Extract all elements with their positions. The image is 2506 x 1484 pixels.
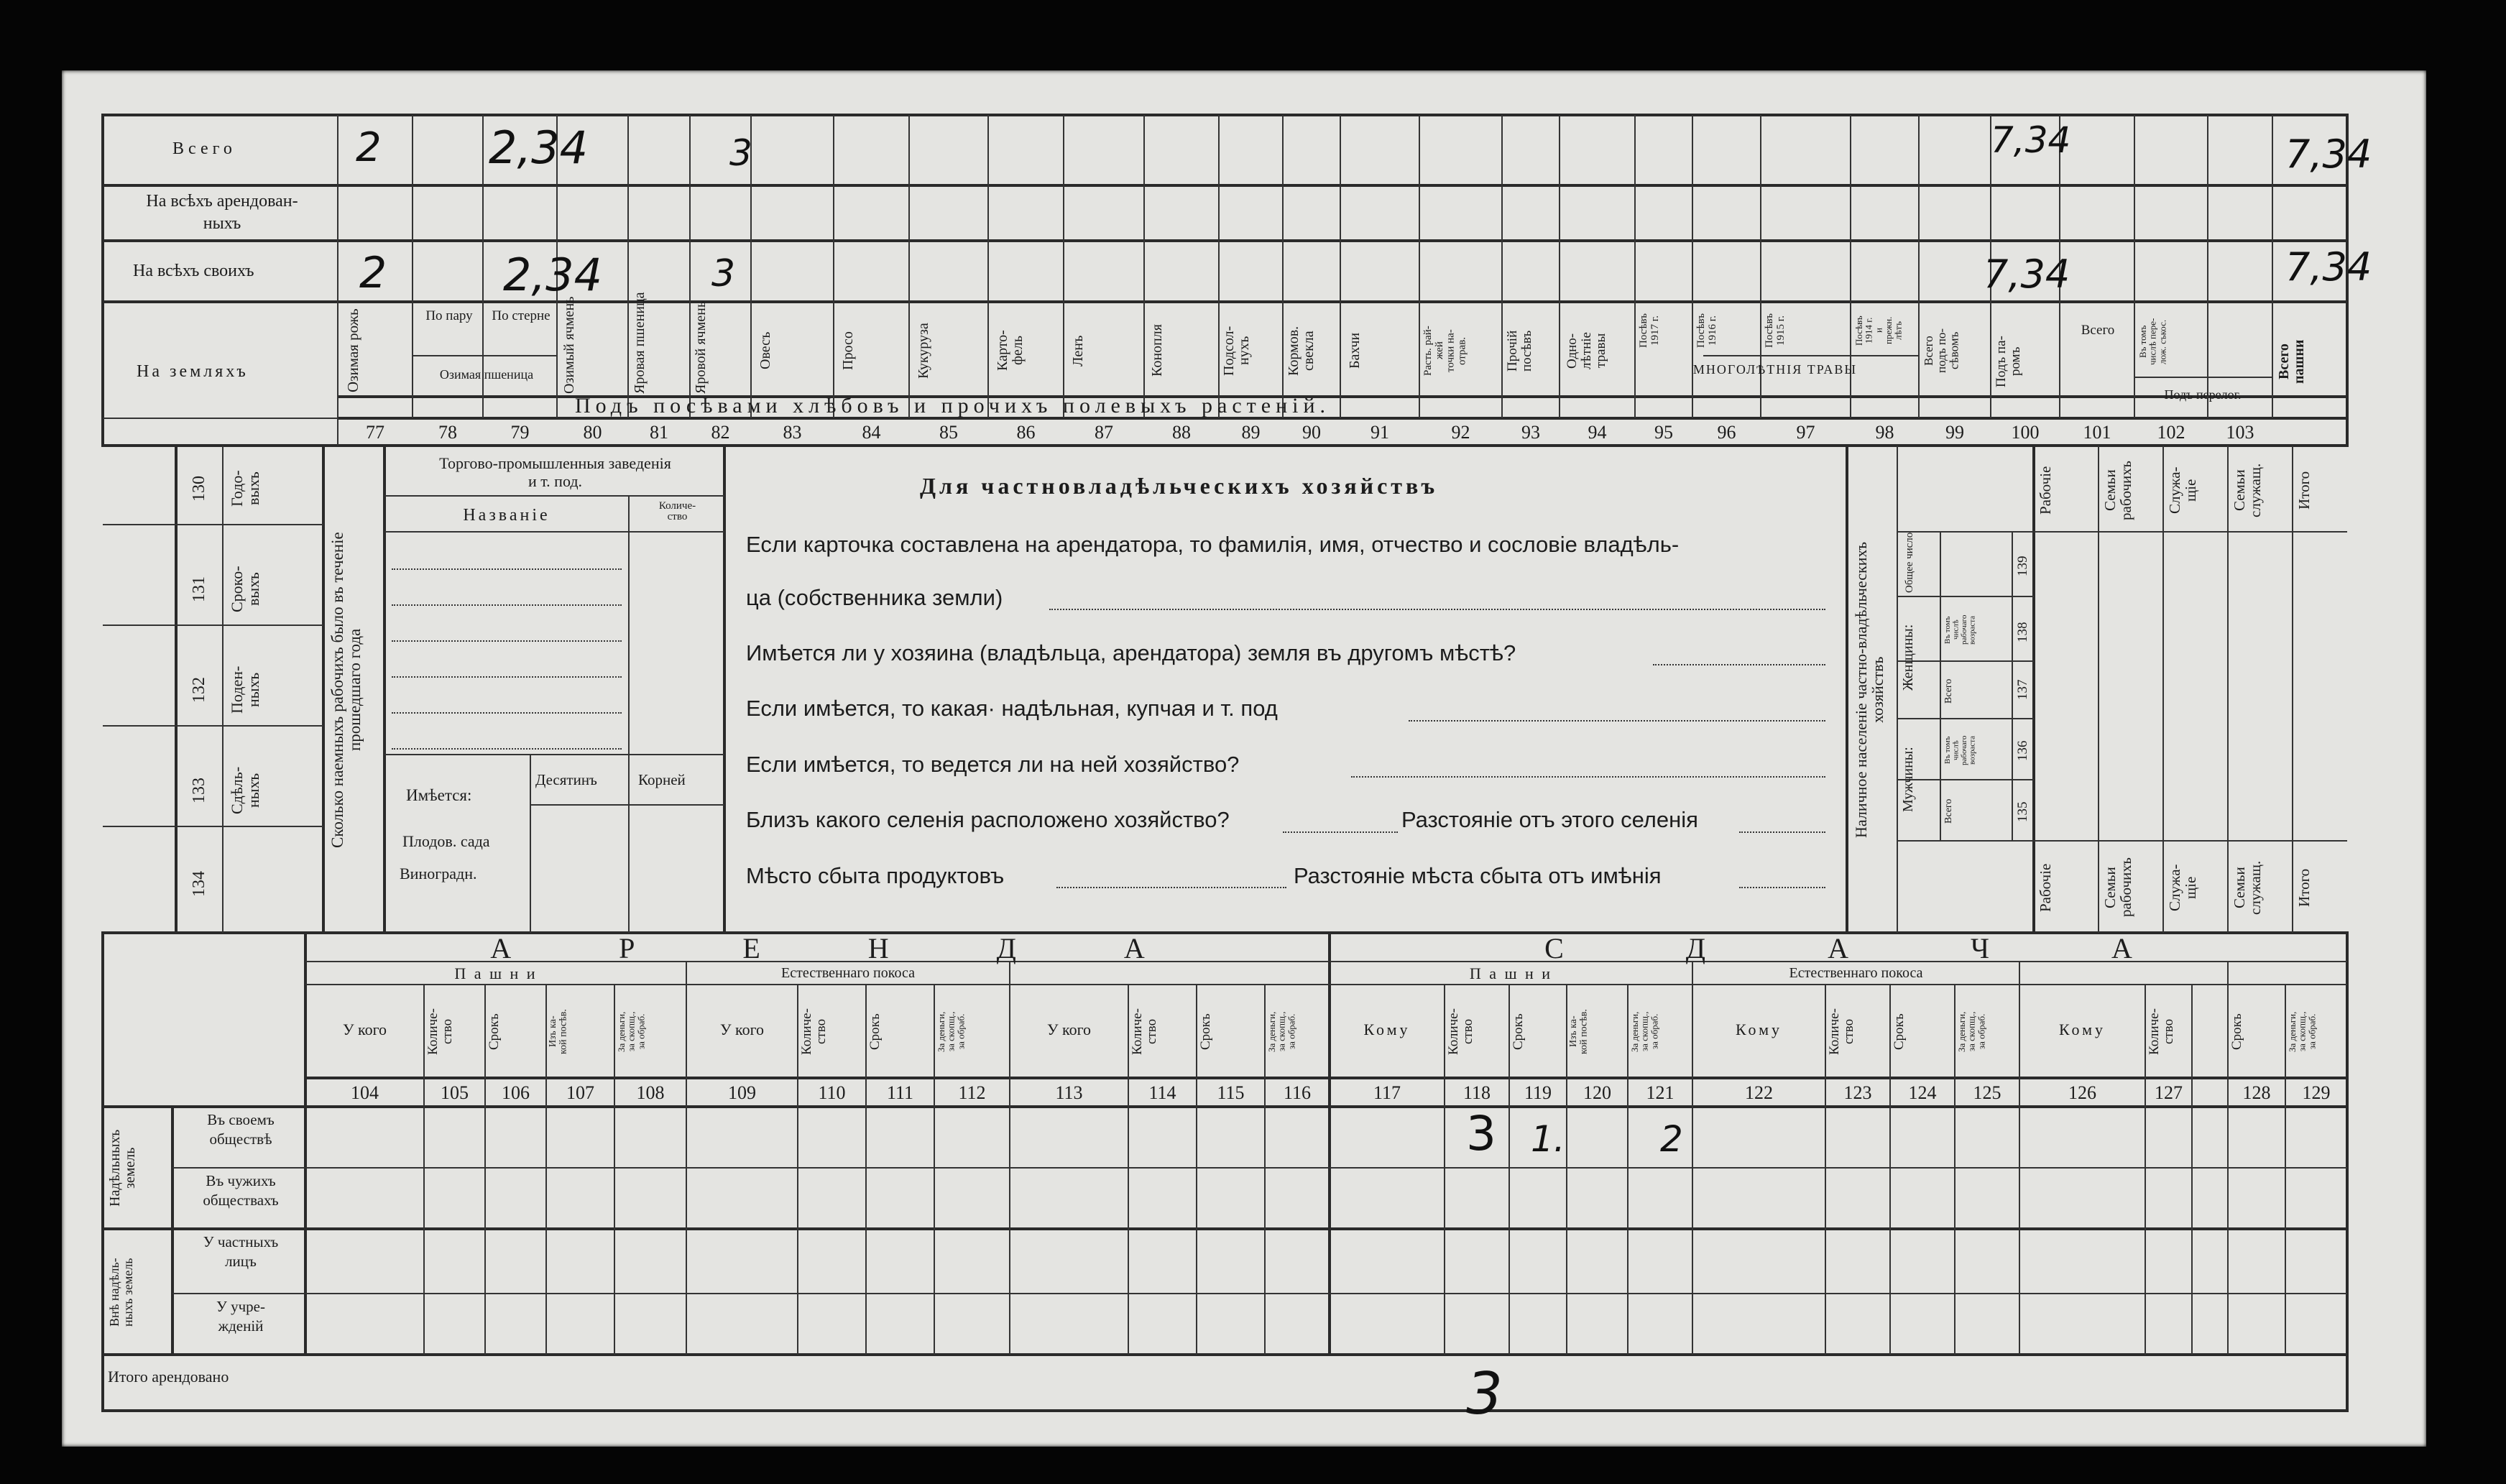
col-number: 105 — [441, 1082, 469, 1103]
population-zhen-rabochego: Въ томъ числѣ рабочаго возраста — [1943, 614, 1977, 645]
col-number: 128 — [2242, 1082, 2271, 1103]
population-muzh: Мужчины: — [1900, 747, 1916, 813]
col-number: 120 — [1583, 1082, 1611, 1103]
vinograd-label: Виноградн. — [400, 865, 477, 882]
col-header: За деньги, за скопщ., за обраб. — [1956, 1011, 1987, 1052]
col-header: Кормов. свекла — [1286, 326, 1317, 376]
col-number: 93 — [1521, 422, 1540, 443]
trade-title: Торгово-промышленныя заведенія и т. под. — [439, 454, 671, 491]
handwritten-value: 3 — [729, 132, 752, 174]
population-zhen: Женщины: — [1900, 624, 1916, 691]
sad-label: Плодов. сада — [402, 832, 490, 850]
right-header: Рабочіе — [2037, 466, 2054, 515]
col-number: 121 — [1646, 1082, 1674, 1103]
arenda-title: А Р Е Н Д А — [490, 932, 1145, 964]
right-header: Служа- щіе — [2166, 864, 2200, 911]
col-number: 96 — [1717, 422, 1736, 443]
col-header: Озимый ячмень — [561, 296, 577, 394]
col-number: 91 — [1371, 422, 1389, 443]
row-number: 133 — [190, 778, 208, 803]
handwritten-value: 3 — [1466, 1106, 1496, 1161]
col-header: Срокъ — [1511, 1013, 1526, 1050]
trade-entry-line[interactable] — [392, 535, 622, 570]
label-godovyh: Годо- выхъ — [228, 470, 263, 507]
korney-col: Корней — [638, 771, 686, 788]
right-header: Итого — [2295, 868, 2313, 907]
private-line: Близъ какого селенія расположено хозяйство? — [746, 807, 1230, 832]
private-answer-line[interactable] — [1056, 885, 1286, 888]
row-label: Въ своемъ обществѣ — [207, 1111, 275, 1148]
private-answer-line[interactable] — [1351, 775, 1825, 778]
right-header: Рабочіе — [2037, 863, 2054, 912]
trade-qty-col: Количе- ство — [658, 500, 696, 522]
private-answer-line[interactable] — [1283, 830, 1398, 833]
col-number: 95 — [1654, 422, 1673, 443]
col-number: 94 — [1588, 422, 1607, 443]
label-naemnye-rabochie: Сколько наемныхъ рабочихъ было въ теченіе прошедшаго года — [328, 532, 364, 848]
population-muzh-vsego: Всего — [1943, 798, 1954, 824]
group-nadelnyh: Надѣльныхъ земель — [107, 1129, 138, 1207]
col-header: Кому — [2058, 1020, 2106, 1038]
col-number: 99 — [1945, 422, 1964, 443]
col-number: 98 — [1875, 422, 1894, 443]
col-header: Подсол- нухъ — [1221, 326, 1252, 376]
handwritten-value: 2 — [1660, 1118, 1683, 1160]
private-line: Разстояніе отъ этого селенія — [1401, 807, 1698, 832]
population-num: 135 — [2015, 801, 2030, 823]
private-answer-line[interactable] — [1653, 663, 1825, 665]
row-label-svoih: На всѣхъ своихъ — [133, 262, 254, 280]
col-number: 127 — [2155, 1082, 2183, 1103]
col-number: 125 — [1973, 1082, 2001, 1103]
row-label: У учре- жденій — [216, 1298, 265, 1335]
handwritten-value: 3 — [1466, 1360, 1503, 1427]
row-label-vsego: Всего — [172, 139, 236, 158]
handwritten-value: 2,34 — [489, 121, 589, 174]
population-zhen-vsego: Всего — [1943, 678, 1954, 704]
col-number: 123 — [1843, 1082, 1872, 1103]
col-header: Посѣвъ 1914 г. и прежн. лѣтъ — [1853, 315, 1904, 346]
label-podennyh: Поден- ныхъ — [228, 665, 263, 714]
col-header: У кого — [342, 1020, 387, 1038]
col-header: Изъ ка- кой посѣв. — [548, 1009, 569, 1054]
col-header: Просо — [840, 331, 856, 370]
col-number: 92 — [1451, 422, 1470, 443]
col-header: Срокъ — [487, 1013, 502, 1050]
private-title: Для частновладѣльческихъ хозяйствъ — [920, 473, 1439, 499]
pashni-header: П а ш н и — [1469, 964, 1553, 982]
right-header: Служа- щіе — [2166, 466, 2200, 515]
col-number: 118 — [1462, 1082, 1491, 1103]
col-number: 97 — [1796, 422, 1815, 443]
col-number: 117 — [1373, 1082, 1401, 1103]
col-number: 126 — [2068, 1082, 2096, 1103]
col-number: 129 — [2302, 1082, 2331, 1103]
col-header: Кукуруза — [916, 323, 931, 379]
col-header: Посѣвъ 1916 г. — [1695, 313, 1718, 348]
col-header: Ленъ — [1070, 335, 1086, 367]
handwritten-value: 1. — [1531, 1118, 1565, 1160]
col-number: 81 — [650, 422, 668, 443]
col-number: 100 — [2011, 422, 2040, 443]
col-number: 104 — [351, 1082, 379, 1103]
col-header: Кому — [1363, 1020, 1411, 1038]
col-header: Одно- лѣтніе травы — [1565, 332, 1608, 369]
col-number: 113 — [1055, 1082, 1083, 1103]
col-header: Всего пашни — [2276, 339, 2307, 384]
col-header: Бахчи — [1347, 332, 1363, 369]
col-number: 114 — [1148, 1082, 1176, 1103]
trade-name-col: Названіе — [463, 506, 551, 525]
trade-entry-line[interactable] — [392, 571, 622, 606]
handwritten-value: 7,34 — [2285, 244, 2372, 290]
label-sdelnyh: Сдѣль- ныхъ — [228, 766, 263, 815]
col-header: Овесъ — [757, 331, 773, 370]
col-number: 124 — [1908, 1082, 1937, 1103]
col-header: За деньги, за скопщ., за обраб. — [1266, 1011, 1297, 1052]
sdacha-title: С Д А Ч А — [1544, 932, 2132, 964]
col-header: Въ томъ числѣ пере- лож. съкос. — [2137, 318, 2168, 366]
col-header: За деньги, за скопщ., за обраб. — [1629, 1011, 1660, 1052]
col-header: Количе- ство — [2147, 1008, 2176, 1055]
private-answer-line[interactable] — [1409, 719, 1825, 722]
col-number: 112 — [958, 1082, 986, 1103]
col-header: У кого — [719, 1020, 765, 1038]
private-answer-line[interactable] — [1739, 830, 1825, 833]
col-header: Расть. рай- жей точки на- отрав. — [1422, 326, 1468, 376]
subheader-ozimaya-pshenitsa: Озимая пшеница — [439, 367, 534, 382]
col-header: Подъ па- ромъ — [1994, 336, 2023, 387]
col-header: Конопля — [1149, 324, 1165, 377]
col-header: За деньги, за скопщ., за обраб. — [936, 1011, 967, 1052]
row-label: Въ чужихъ обществахъ — [203, 1172, 279, 1209]
col-header: Количе- ство — [1827, 1008, 1856, 1055]
col-header: Прочій посѣвъ — [1505, 330, 1534, 372]
private-line: Если имѣется, то какая· надѣльная, купчая и т. под — [746, 696, 1278, 721]
col-header: Посѣвъ 1915 г. — [1764, 313, 1787, 348]
col-header: Всего подъ по- сѣвомъ — [1922, 328, 1961, 374]
col-number: 107 — [566, 1082, 594, 1103]
col-number: 110 — [818, 1082, 846, 1103]
private-line: ца (собственника земли) — [746, 585, 1003, 610]
banner-posevy: Подъ посѣвами хлѣбовъ и прочихъ полевыхъ растеній. — [575, 394, 1331, 418]
population-side-label: Наличное населеніе частно-владѣльческихъ хозяйствъ — [1852, 542, 1887, 838]
col-number: 116 — [1283, 1082, 1312, 1103]
col-number: 84 — [862, 422, 881, 443]
col-number: 122 — [1745, 1082, 1773, 1103]
col-header: По стерне — [492, 308, 551, 323]
handwritten-value: 2,34 — [503, 249, 603, 301]
col-number: 86 — [1016, 422, 1036, 443]
col-header: За деньги, за скопщ., за обраб. — [2287, 1011, 2318, 1052]
private-answer-line[interactable] — [1049, 607, 1825, 610]
handwritten-value: 2 — [356, 124, 382, 171]
col-header: Изъ ка- кой посѣв. — [1568, 1009, 1590, 1054]
right-header: Семьи рабочихъ — [2101, 857, 2135, 918]
handwritten-value: 7,34 — [1984, 252, 2070, 297]
col-header: Озимая рожь — [344, 308, 361, 393]
subheader-mnogoletnie: МНОГОЛѢТНІЯ ТРАВЫ — [1692, 362, 1858, 377]
col-header: Срокъ — [2229, 1013, 2244, 1050]
row-label-arendovannyh: На всѣхъ арендован- ныхъ — [146, 192, 298, 234]
col-number: 77 — [366, 422, 384, 443]
desyatin-col: Десятинъ — [535, 771, 597, 788]
row-label-itogo: Итого арендовано — [108, 1368, 229, 1386]
col-header: Количе- ство — [799, 1008, 829, 1055]
population-num: 138 — [2015, 622, 2030, 643]
col-number: 109 — [728, 1082, 756, 1103]
right-header: Семьи рабочихъ — [2101, 461, 2135, 520]
col-header: Срокъ — [1892, 1013, 1907, 1050]
col-number: 101 — [2083, 422, 2111, 443]
col-number: 106 — [502, 1082, 530, 1103]
trade-entry-line[interactable] — [392, 643, 622, 678]
col-number: 108 — [636, 1082, 665, 1103]
pashni-header: П а ш н и — [454, 964, 538, 982]
private-line: Имѣется ли у хозяина (владѣльца, арендатора) земля въ другомъ мѣстѣ? — [746, 640, 1516, 665]
col-number: 103 — [2226, 422, 2254, 443]
col-number: 119 — [1524, 1082, 1552, 1103]
private-line: Мѣсто сбыта продуктовъ — [746, 863, 1005, 888]
population-num: 139 — [2015, 556, 2030, 576]
handwritten-value: 7,34 — [2285, 132, 2372, 177]
right-header: Семьи служащ. — [2231, 860, 2265, 915]
trade-entry-line[interactable] — [392, 715, 622, 750]
population-num: 137 — [2015, 679, 2030, 701]
private-answer-line[interactable] — [1739, 885, 1825, 888]
col-number: 102 — [2157, 422, 2185, 443]
row-label: У частныхъ лицъ — [203, 1233, 279, 1271]
col-header: Количе- ство — [1130, 1008, 1159, 1055]
col-number: 90 — [1302, 422, 1321, 443]
col-number: 111 — [886, 1082, 914, 1103]
row-number: 131 — [190, 576, 208, 602]
trade-entry-line[interactable] — [392, 607, 622, 642]
right-header: Семьи служащ. — [2231, 463, 2265, 518]
col-number: 85 — [939, 422, 958, 443]
col-header: У кого — [1046, 1020, 1092, 1038]
label-srokovyh: Сроко- выхъ — [228, 566, 263, 613]
col-number: 83 — [783, 422, 802, 443]
imeetsya-label: Имѣется: — [406, 786, 472, 804]
group-vne-nadelnyh: Внѣ надѣль- ныхъ земель — [107, 1258, 135, 1327]
col-number: 88 — [1172, 422, 1191, 443]
right-header: Итого — [2295, 471, 2313, 510]
col-header: Количе- ство — [1446, 1008, 1475, 1055]
population-num: 136 — [2015, 740, 2030, 762]
col-number: 80 — [583, 422, 602, 443]
row-number: 130 — [190, 476, 208, 502]
col-number: 79 — [510, 422, 530, 443]
row-label-na-zemlyah: На земляхъ — [137, 362, 249, 381]
handwritten-value: 2 — [359, 248, 387, 298]
private-line: Если имѣется, то ведется ли на ней хозяйство? — [746, 752, 1240, 777]
col-header: Всего — [2081, 323, 2115, 338]
col-header: За деньги, за скопщ., за обраб. — [616, 1011, 647, 1052]
handwritten-value: 7,34 — [1991, 119, 2071, 161]
col-header: Срокъ — [1198, 1013, 1213, 1050]
population-obshchee: Общее число — [1904, 532, 1915, 593]
trade-entry-line[interactable] — [392, 679, 622, 714]
col-number: 82 — [711, 422, 730, 443]
col-number: 78 — [438, 422, 457, 443]
private-line: Если карточка составлена на арендатора, то фамилія, имя, отчество и сословіе владѣль- — [746, 532, 1680, 557]
col-header: По пару — [425, 308, 473, 323]
row-number: 132 — [190, 677, 208, 703]
col-header: Яровая пшеница — [632, 292, 648, 394]
col-header: Количе- ство — [425, 1008, 455, 1055]
col-header: Карто- фель — [995, 330, 1026, 372]
population-muzh-rabochego: Въ томъ числѣ рабочаго возраста — [1943, 735, 1977, 765]
col-header: Яровой ячмень — [693, 301, 709, 394]
private-line: Разстояніе мѣста сбыта отъ имѣнія — [1294, 863, 1662, 888]
col-header: Посѣвъ 1917 г. — [1638, 313, 1661, 348]
col-number: 115 — [1217, 1082, 1245, 1103]
col-number: 87 — [1095, 422, 1113, 443]
handwritten-value: 3 — [711, 252, 736, 295]
row-number: 134 — [190, 871, 208, 897]
pokos-header: Естественнаго покоса — [1789, 965, 1923, 981]
col-header: Кому — [1735, 1020, 1783, 1038]
col-number: 89 — [1241, 422, 1261, 443]
col-header: Срокъ — [867, 1013, 883, 1050]
pokos-header: Естественнаго покоса — [781, 965, 915, 981]
subheader-pod-perelog: Подъ перелог. — [2164, 387, 2242, 402]
